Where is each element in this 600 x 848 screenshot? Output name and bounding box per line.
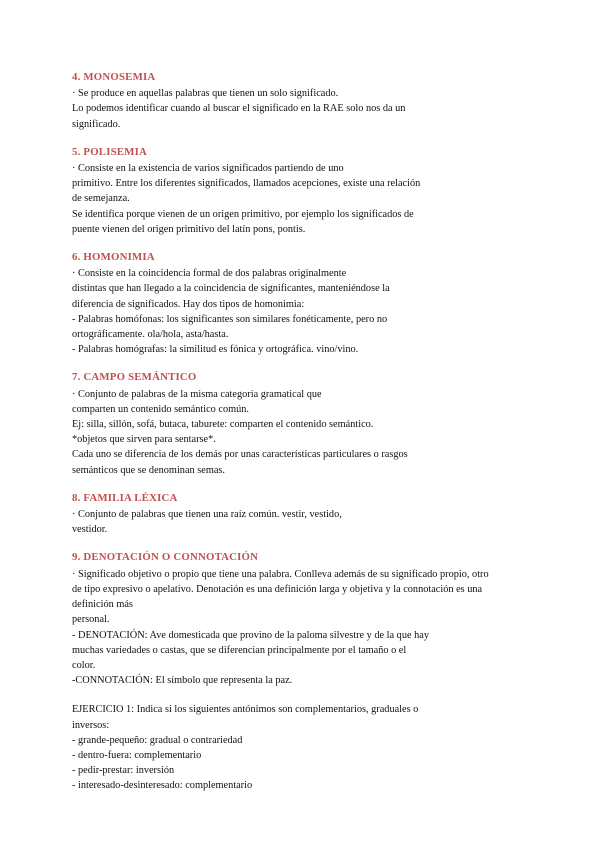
- body-line: - DENOTACIÓN: Ave domesticada que provino de la paloma silvestre y de la que hay: [72, 629, 429, 641]
- exercise-answer: - pedir-prestar: inversión: [72, 765, 175, 777]
- document-content: [72, 70, 542, 807]
- exercise-answer: - grande-pequeño: gradual o contrariedad: [72, 734, 243, 746]
- section-heading: 4. MONOSEMIA: [72, 71, 156, 83]
- section-monosemia: [72, 70, 542, 132]
- body-line: diferencia de significados. Hay dos tipos de homonimia:: [72, 298, 305, 310]
- body-line: · Se produce en aquellas palabras que tienen un solo significado.: [72, 88, 339, 100]
- exercise-line: inversos:: [72, 719, 110, 731]
- body-line: · Consiste en la coincidencia formal de dos palabras originalmente: [72, 268, 347, 280]
- exercise-prompt: EJERCICIO 1: Indica si los siguientes antónimos son complementarios, graduales o: [72, 704, 419, 716]
- body-line: primitivo. Entre los diferentes significados, llamados acepciones, existe una relación: [72, 178, 421, 190]
- body-line: muchas variedades o castas, que se diferencian principalmente por el tamaño o el: [72, 644, 407, 656]
- body-line: Lo podemos identificar cuando al buscar el significado en la RAE solo nos da un: [72, 103, 406, 115]
- body-line: semánticos que se denominan semas.: [72, 464, 225, 476]
- exercise-answer: - interesado-desinteresado: complementario: [72, 780, 253, 792]
- body-line: puente vienen del origen primitivo del latín pons, pontis.: [72, 223, 306, 235]
- section-heading: 7. CAMPO SEMÁNTICO: [72, 371, 197, 384]
- body-line: Se identifica porque vienen de un origen primitivo, por ejemplo los significados de: [72, 208, 414, 220]
- body-line: - Palabras homógrafas: la similitud es fónica y ortográfica. vino/vino.: [72, 344, 359, 356]
- section-denotacion-connotacion: [72, 550, 542, 688]
- body-line: vestidor.: [72, 524, 108, 536]
- body-line: de semejanza.: [72, 193, 130, 205]
- section-heading: 9. DENOTACIÓN O CONNOTACIÓN: [72, 551, 259, 564]
- body-line: - Palabras homófonas: los significantes son similares fonéticamente, pero no: [72, 313, 388, 325]
- body-line: personal.: [72, 614, 110, 626]
- section-heading: 5. POLISEMIA: [72, 145, 147, 158]
- body-line: color.: [72, 659, 96, 671]
- body-line: ortográficamente. ola/hola, asta/hasta.: [72, 329, 229, 341]
- section-heading: 6. HOMONIMIA: [72, 251, 155, 264]
- section-homonimia: [72, 250, 542, 357]
- section-polisemia: [72, 145, 542, 237]
- body-line: · Conjunto de palabras que tienen una raíz común. vestir, vestido,: [72, 509, 342, 521]
- body-line: -CONNOTACIÓN: El símbolo que representa la paz.: [72, 675, 293, 687]
- body-line: · Conjunto de palabras de la misma categoría gramatical que: [72, 388, 322, 400]
- body-line: definición más: [72, 599, 133, 611]
- body-line: significado.: [72, 118, 121, 130]
- body-line: de tipo expresivo o apelativo. Denotación es una definición larga y objetiva y la connotación es una: [72, 583, 483, 595]
- exercise-1: [72, 702, 542, 793]
- body-line: *objetos que sirven para sentarse*.: [72, 434, 216, 446]
- section-campo-semantico: [72, 370, 542, 477]
- exercise-answer: - dentro-fuera: complementario: [72, 749, 202, 761]
- body-line: Cada uno se diferencia de los demás por unas características particulares o rasgos: [72, 449, 408, 461]
- body-line: comparten un contenido semántico común.: [72, 403, 249, 415]
- body-line: · Significado objetivo o propio que tiene una palabra. Conlleva además de su significado propio, otro: [72, 568, 489, 580]
- section-heading: 8. FAMILIA LÉXICA: [72, 491, 178, 504]
- body-line: Ej: silla, sillón, sofá, butaca, taburete: comparten el contenido semántico.: [72, 419, 374, 431]
- body-line: · Consiste en la existencia de varios significados partiendo de uno: [72, 163, 344, 175]
- body-line: distintas que han llegado a la coincidencia de significantes, manteniéndose la: [72, 283, 390, 295]
- section-familia-lexica: [72, 491, 542, 538]
